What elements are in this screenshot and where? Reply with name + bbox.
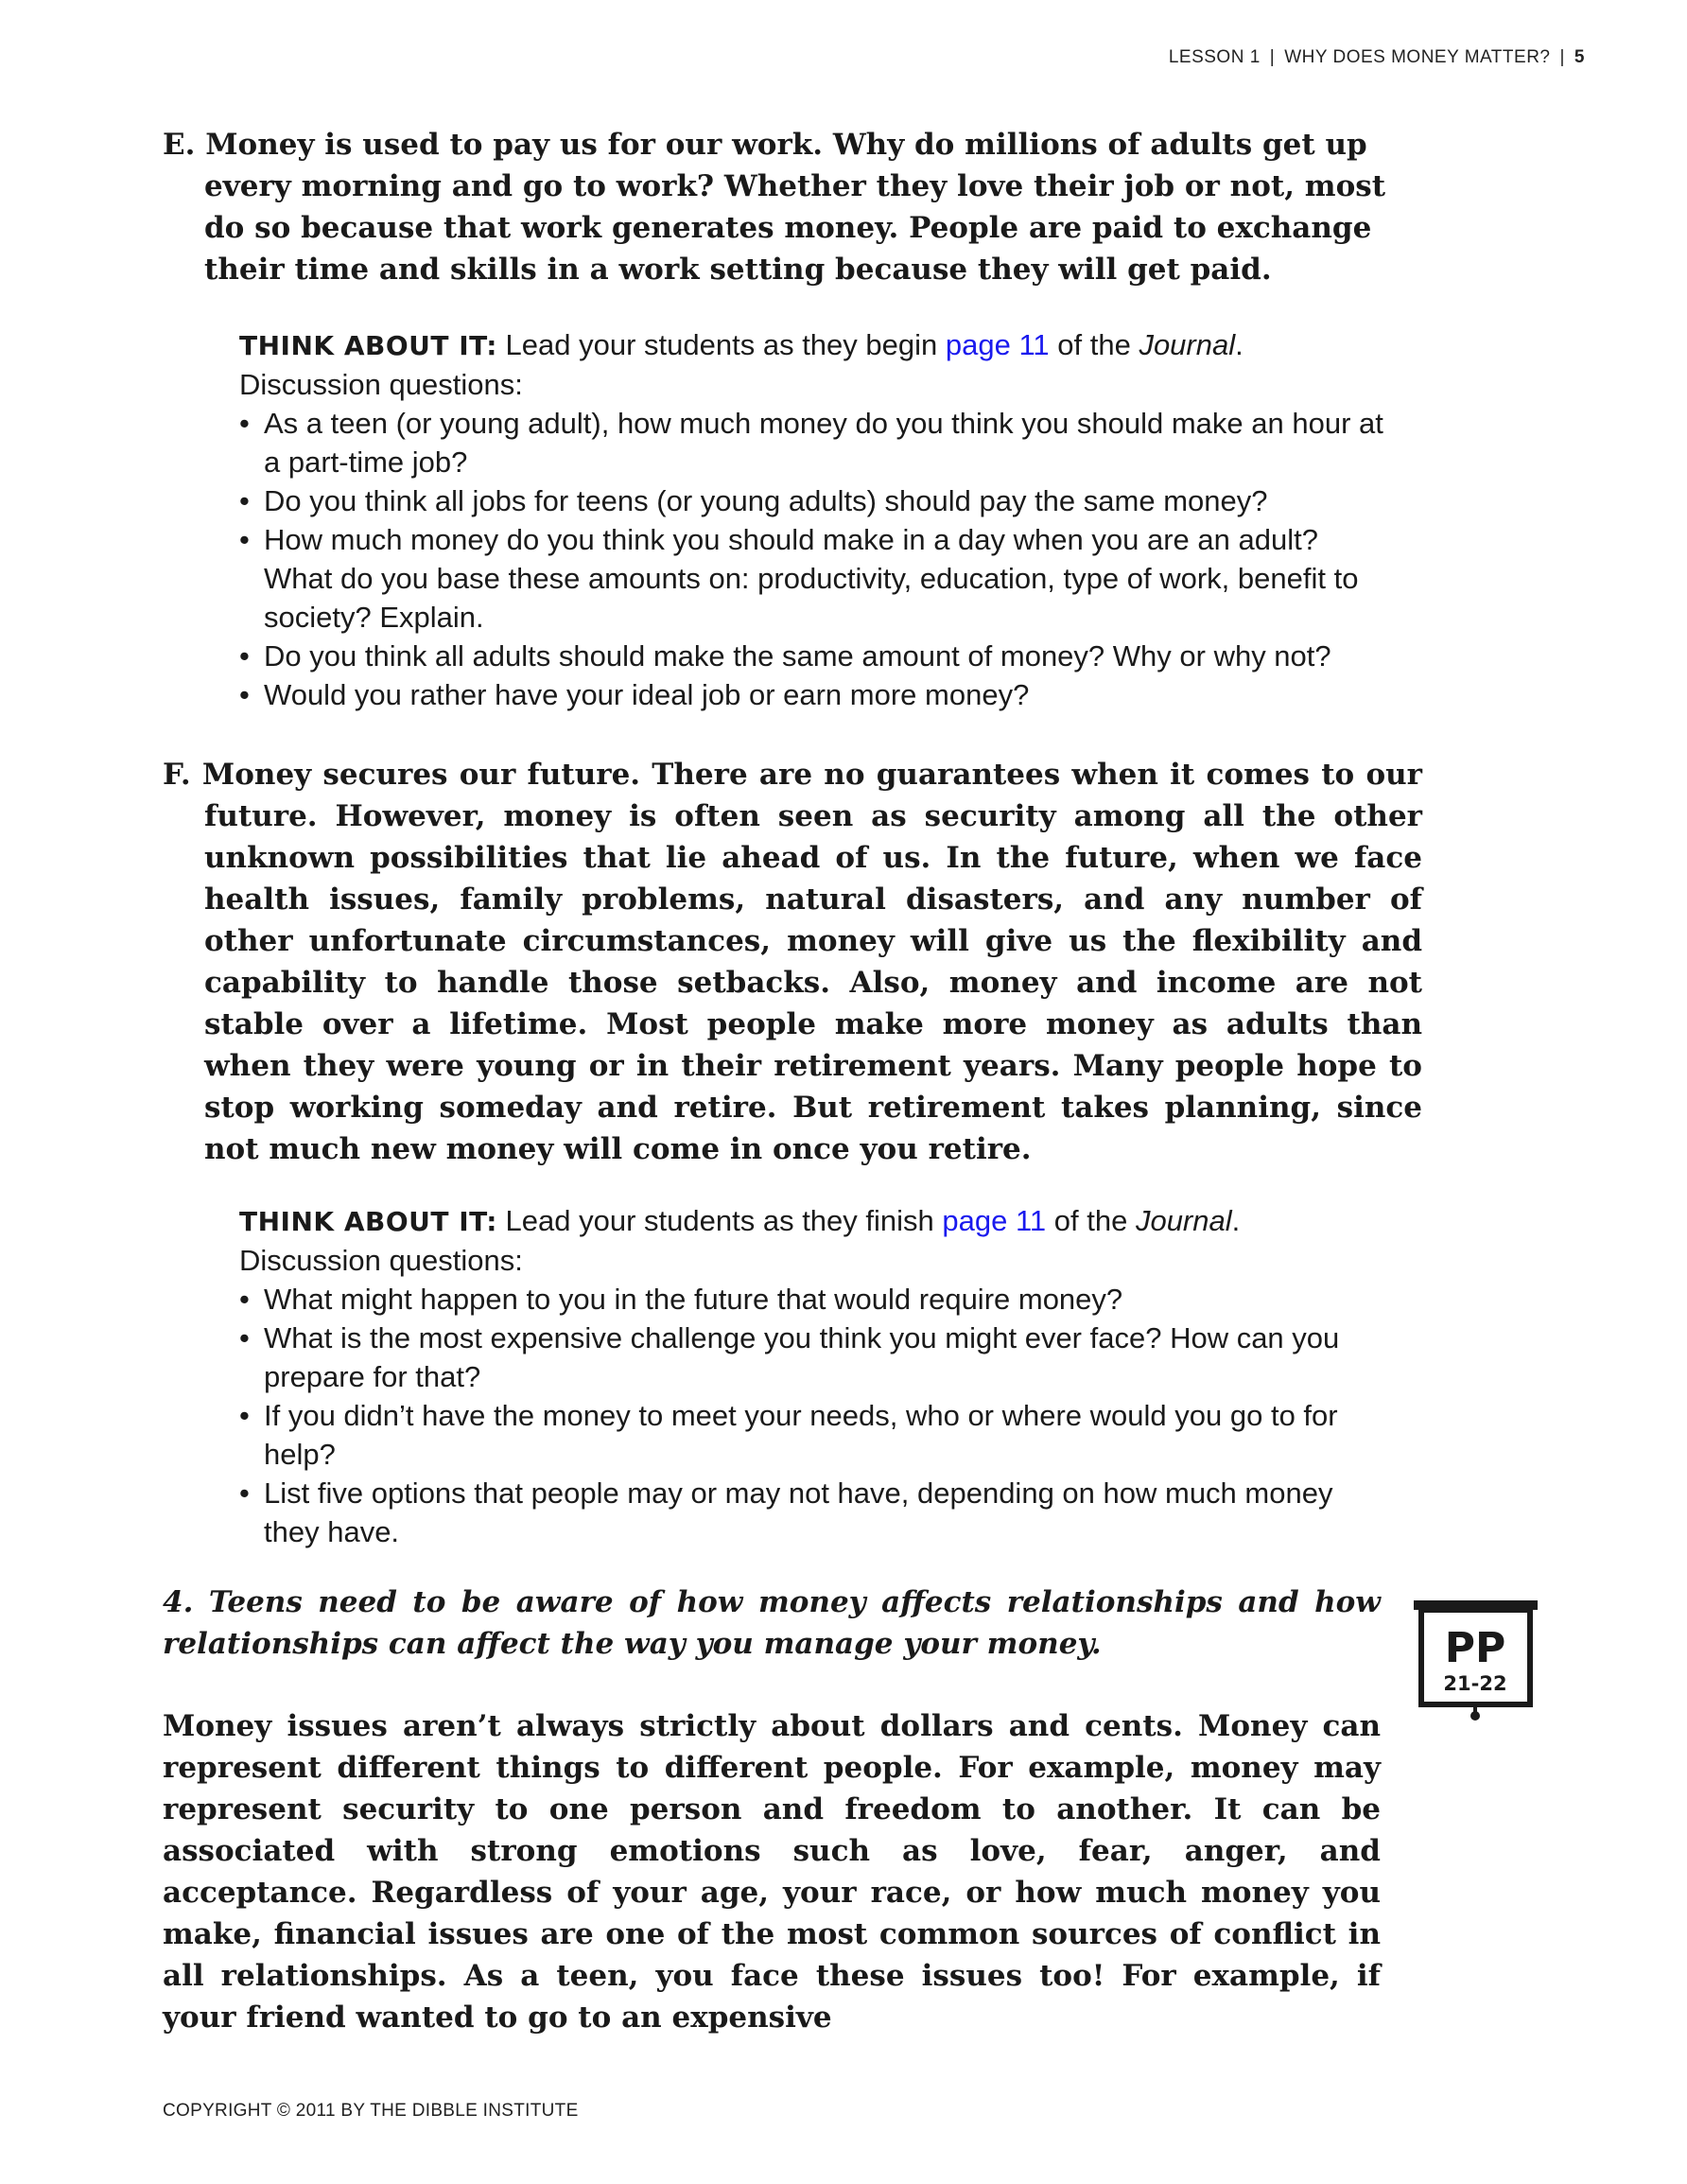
discussion-list bbox=[239, 404, 1385, 714]
think-intro-text: Lead your students as they begin bbox=[505, 328, 946, 361]
bullet-icon: • bbox=[239, 678, 250, 711]
running-header bbox=[1169, 47, 1585, 68]
discussion-item-text: Would you rather have your ideal job or earn more money? bbox=[264, 678, 1030, 711]
discussion-item-text: What might happen to you in the future that would require money? bbox=[264, 1283, 1123, 1316]
money-issues-paragraph: Money issues aren’t always strictly about dollars and cents. Money can represent different things to different people. For example, money may represent security to one person and freedom to another. It can be associated with strong emotions such as love, fear, anger, and acceptance. Regardless of your age, your race, or how much money you make, financial issues are one of the most common sources of conflict in all relationships. As a teen, you face these issues too! For example, if your friend wanted to go to an expensive bbox=[163, 1709, 1381, 2035]
bullet-icon: • bbox=[239, 639, 250, 673]
bullet-icon: • bbox=[239, 1399, 250, 1432]
think-label: THINK ABOUT IT: bbox=[239, 330, 497, 361]
copyright-footer: COPYRIGHT © 2011 BY THE DIBBLE INSTITUTE bbox=[163, 2101, 579, 2121]
header-title: WHY DOES MONEY MATTER? bbox=[1284, 47, 1551, 67]
discussion-item bbox=[239, 637, 1385, 675]
powerpoint-badge bbox=[1412, 1597, 1539, 1721]
section-4-heading: 4. Teens need to be aware of how money affects relationships and how relationships can affect the way you manage your money. bbox=[163, 1585, 1381, 1661]
think-label: THINK ABOUT IT: bbox=[239, 1206, 497, 1237]
discussion-item-text: What is the most expensive challenge you think you might ever face? How can you prepare for that? bbox=[264, 1321, 1340, 1393]
header-lesson: LESSON 1 bbox=[1168, 47, 1261, 67]
section-f-paragraph: F. Money secures our future. There are no guarantees when it comes to our future. However, money is often seen as security among all the other unknown possibilities that lie ahead of us. In the future, when we face health issues, family problems, natural disasters, and any number of other unfortunate circumstances, money will give us the flexibility and capability to handle those setbacks. Also, money and income are not stable over a lifetime. Most people make more money as adults than when they were young or in their retirement years. Many people hope to stop working someday and retire. But retirement takes planning, since not much new money will come in once you retire. bbox=[163, 758, 1422, 1166]
discussion-item bbox=[239, 675, 1385, 714]
discussion-item-text: Do you think all jobs for teens (or young adults) should pay the same money? bbox=[264, 484, 1268, 517]
bullet-icon: • bbox=[239, 1476, 250, 1510]
discussion-item bbox=[239, 1280, 1385, 1319]
think-intro-end: . bbox=[1235, 328, 1244, 361]
discussion-item bbox=[239, 1474, 1385, 1551]
journal-page-link[interactable]: page 11 bbox=[945, 328, 1050, 361]
discussion-heading: Discussion questions: bbox=[239, 1244, 523, 1277]
think-intro-end: . bbox=[1231, 1204, 1241, 1237]
discussion-item bbox=[239, 1396, 1385, 1474]
think-intro-mid: of the bbox=[1049, 328, 1139, 361]
discussion-item bbox=[239, 520, 1385, 637]
discussion-item-text: If you didn’t have the money to meet your needs, who or where would you go to for help? bbox=[264, 1399, 1338, 1471]
think-about-it-f bbox=[239, 1201, 1385, 1551]
journal-page-link[interactable]: page 11 bbox=[942, 1204, 1047, 1237]
page-number: 5 bbox=[1574, 47, 1585, 67]
discussion-item bbox=[239, 1319, 1385, 1396]
discussion-list bbox=[239, 1280, 1385, 1551]
journal-title: Journal bbox=[1139, 328, 1236, 361]
discussion-item-text: List five options that people may or may not have, depending on how much money they have. bbox=[264, 1476, 1333, 1548]
projector-screen-icon bbox=[1412, 1597, 1539, 1721]
discussion-heading: Discussion questions: bbox=[239, 368, 523, 401]
discussion-item bbox=[239, 404, 1385, 481]
section-e-paragraph: E. Money is used to pay us for our work. Why do millions of adults get up every morning and go to work? Whether they love their job or not, most do so because that work generates money. People are paid to exchange their time and skills in a work setting because they will get paid. bbox=[163, 128, 1386, 287]
think-intro bbox=[239, 325, 1385, 365]
header-separator: | bbox=[1559, 47, 1565, 67]
bullet-icon: • bbox=[239, 484, 250, 517]
pp-pages: 21-22 bbox=[1443, 1672, 1507, 1695]
pp-label: PP bbox=[1444, 1624, 1506, 1672]
think-about-it-e bbox=[239, 325, 1385, 714]
bullet-icon: • bbox=[239, 1283, 250, 1316]
bullet-icon: • bbox=[239, 407, 250, 440]
journal-title: Journal bbox=[1135, 1204, 1232, 1237]
bullet-icon: • bbox=[239, 523, 250, 556]
think-intro bbox=[239, 1201, 1385, 1241]
bullet-icon: • bbox=[239, 1321, 250, 1354]
discussion-item bbox=[239, 481, 1385, 520]
think-intro-mid: of the bbox=[1046, 1204, 1136, 1237]
header-separator: | bbox=[1269, 47, 1276, 67]
discussion-item-text: As a teen (or young adult), how much money do you think you should make an hour at a part-time job? bbox=[264, 407, 1383, 479]
discussion-item-text: How much money do you think you should make in a day when you are an adult? What do you base these amounts on: productivity, education, type of work, benefit to society? Explain. bbox=[264, 523, 1359, 634]
discussion-item-text: Do you think all adults should make the same amount of money? Why or why not? bbox=[264, 639, 1331, 673]
think-intro-text: Lead your students as they finish bbox=[505, 1204, 943, 1237]
